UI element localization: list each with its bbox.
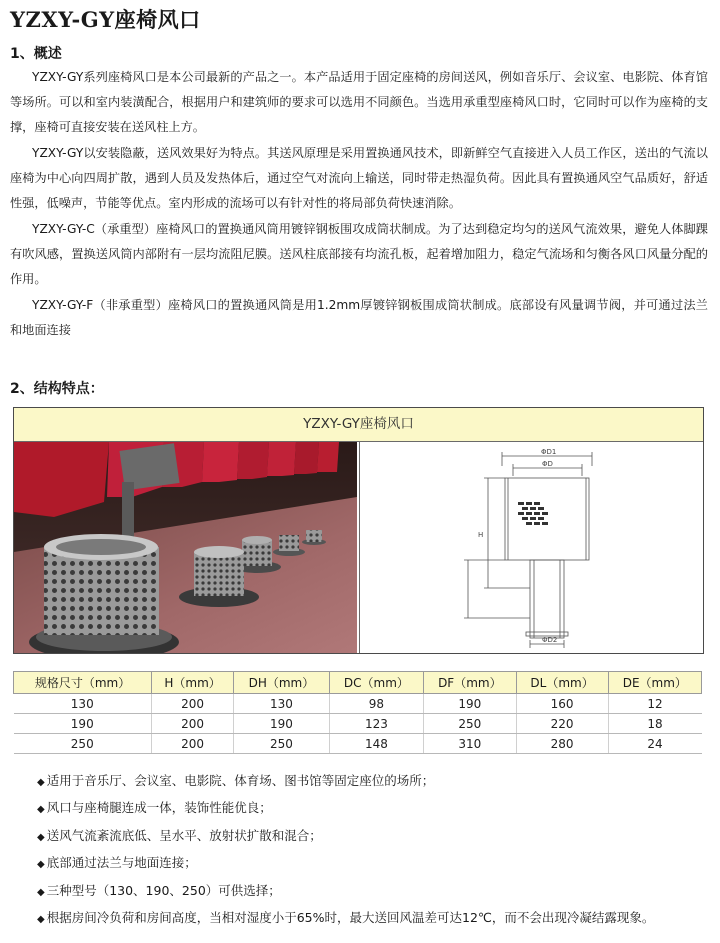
table-cell: 250 [14, 734, 152, 754]
list-item [37, 877, 697, 904]
table-cell: 130 [14, 694, 152, 714]
feature-text: 三种型号（130、190、250）可供选择； [46, 882, 281, 898]
table-cell: 190 [234, 714, 329, 734]
dimension-drawing [359, 442, 704, 653]
col-header-h: H（mm） [152, 672, 234, 694]
list-item [37, 794, 697, 821]
col-header-dl: DL（mm） [516, 672, 608, 694]
diamond-bullet-icon: ◆ [37, 859, 45, 871]
table-cell: 12 [608, 694, 701, 714]
table-row [14, 694, 702, 714]
diamond-bullet-icon: ◆ [37, 831, 45, 843]
table-cell: 18 [608, 714, 701, 734]
col-header-dc: DC（mm） [329, 672, 424, 694]
feature-text: 风口与座椅腿连成一体，装饰性能优良； [46, 800, 272, 816]
col-header-df: DF（mm） [424, 672, 516, 694]
figure-caption: YZXY-GY座椅风口 [14, 408, 703, 442]
table-cell: 148 [329, 734, 424, 754]
col-header-de: DE（mm） [608, 672, 701, 694]
list-item [37, 767, 697, 794]
dim-label-d: ΦD [542, 460, 553, 468]
dim-label-h: H [478, 531, 484, 539]
table-cell: 310 [424, 734, 516, 754]
table-cell: 190 [14, 714, 152, 734]
table-cell: 190 [424, 694, 516, 714]
section-heading-structure: 2、结构特点： [10, 381, 104, 397]
list-item [37, 849, 697, 876]
product-photo [14, 442, 357, 653]
table-header-row [14, 672, 702, 694]
table-cell: 123 [329, 714, 424, 734]
table-cell: 250 [424, 714, 516, 734]
feature-text: 适用于音乐厅、会议室、电影院、体育场、图书馆等固定座位的场所； [46, 773, 435, 788]
diamond-bullet-icon: ◆ [37, 777, 45, 788]
feature-list [37, 767, 697, 931]
dim-label-d1: ΦD1 [541, 448, 557, 456]
overview-paragraph-3: YZXY-GY-C（承重型）座椅风口的置换通风筒用镀锌钢板围攻成筒状制成。为了达到稳定均匀的送风气流效果，避免人体脚踝有吹风感，置换送风筒内部附有一层均流阻尼膜。送风柱底部接有均流孔板，起着增加阻力，稳定气流场和匀衡各风口风量分配的作用。 [10, 222, 708, 287]
list-item [37, 822, 697, 849]
table-cell: 200 [152, 694, 234, 714]
feature-text: 根据房间冷负荷和房间高度，当相对湿度小于65%时，最大送回风温差可达12℃，而不会出现冷凝结露现象。 [46, 909, 655, 925]
table-cell: 160 [516, 694, 608, 714]
page-title: YZXY-GY座椅风口 [10, 7, 201, 32]
spec-table [13, 671, 702, 754]
feature-text: 送风气流紊流底低、呈水平、放射状扩散和混合； [46, 827, 322, 843]
col-header-dh: DH（mm） [234, 672, 329, 694]
overview-paragraph-4: YZXY-GY-F（非承重型）座椅风口的置换通风筒是用1.2mm厚镀锌钢板围成筒状制成。底部设有风量调节阀，并可通过法兰和地面连接 [10, 298, 708, 338]
table-cell: 130 [234, 694, 329, 714]
diamond-bullet-icon: ◆ [37, 886, 45, 898]
table-cell: 200 [152, 714, 234, 734]
table-cell: 24 [608, 734, 701, 754]
list-item [37, 904, 697, 931]
diamond-bullet-icon: ◆ [37, 804, 45, 816]
feature-text: 底部通过法兰与地面连接； [46, 855, 197, 871]
table-cell: 200 [152, 734, 234, 754]
product-figure-panel [13, 407, 704, 654]
diamond-bullet-icon: ◆ [37, 913, 45, 925]
table-cell: 250 [234, 734, 329, 754]
overview-paragraph-1: YZXY-GY系列座椅风口是本公司最新的产品之一。本产品适用于固定座椅的房间送风，例如音乐厅、会议室、电影院、体育馆等场所。可以和室内装潢配合，根据用户和建筑师的要求可以选用不同颜色。当选用承重型座椅风口时，它同时可以作为座椅的支撑，座椅可直接安装在送风柱上方。 [10, 70, 708, 135]
table-cell: 98 [329, 694, 424, 714]
table-row [14, 714, 702, 734]
col-header-size: 规格尺寸（mm） [14, 672, 152, 694]
table-cell: 220 [516, 714, 608, 734]
table-cell: 280 [516, 734, 608, 754]
overview-paragraph-2: YZXY-GY以安装隐蔽，送风效果好为特点。其送风原理是采用置换通风技术，即新鲜空气直接进入人员工作区，送出的气流以座椅为中心向四周扩散，遇到人员及发热体后，通过空气对流向上输送，同时带走热湿负荷。因此具有置换通风空气品质好，舒适性强，低噪声，节能等优点。室内形成的流场可以有针对性的将局部负荷快速消除。 [10, 146, 708, 211]
section-heading-overview: 1、概述 [10, 46, 62, 62]
table-row [14, 734, 702, 754]
dim-label-d2: ΦD2 [542, 636, 558, 644]
